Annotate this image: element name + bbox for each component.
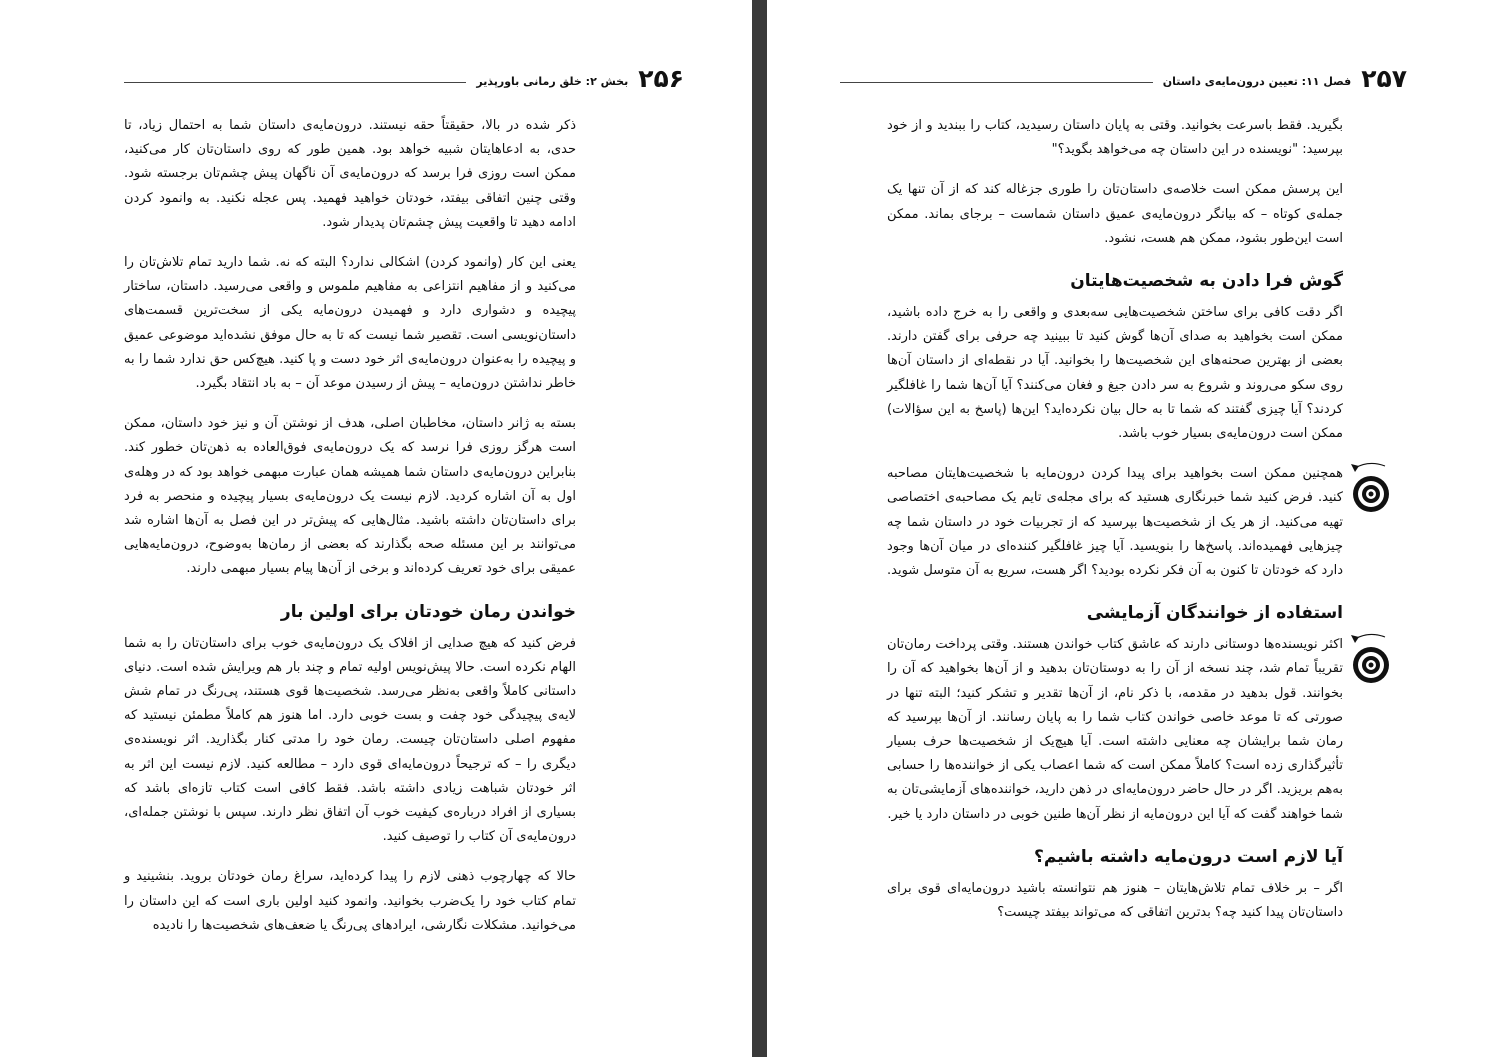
left-page-header	[124, 62, 684, 92]
right-page-header	[840, 62, 1407, 92]
tip-text: همچنین ممکن است بخواهید برای پیدا کردن درون‌مایه با شخصیت‌هایتان مصاحبه کنید. فرض کنید شما خبرنگاری هستید که برای مجله‌ی تایم یک مصاحبه‌ی اختصاصی تهیه می‌کنید. از هر یک از شخصیت‌ها بپرسید که از تجربیات خود در داستان شما چه چیزهایی فهمیده‌اند. پاسخ‌ها را بنویسید. آیا چیز غافلگیر کننده‌ای در میان آن‌ها وجود دارد که خودتان تا کنون به آن فکر نکرده بودید؟ اگر هست، سریع به آن متوسل شوید.	[887, 466, 1343, 579]
header-rule	[124, 82, 466, 83]
header-rule	[840, 82, 1153, 83]
target-tip-icon	[1349, 458, 1393, 514]
paragraph: یعنی این کار (وانمود کردن) اشکالی ندارد؟ البته که نه. شما دارید تمام تلاش‌تان را می‌کنید و از مفاهیم انتزاعی به مفاهیم ملموس و واقعی می‌رسید. داستان، ساختار پیچیده و دشواری دارد و فهمیدن درون‌مایه یکی از سخت‌ترین قسمت‌های داستان‌نویسی است. تقصیر شما نیست که تا به حال موفق نشده‌اید موضوعی عمیق و پیچیده را به‌عنوان درون‌مایه‌ی اثر خود دست و پا کنید. هیچ‌کس حق ندارد شما را به خاطر نداشتن درون‌مایه – پیش از رسیدن موعد آن – به باد انتقاد بگیرد.	[124, 255, 576, 392]
tip-block	[887, 462, 1343, 583]
book-gutter	[752, 0, 767, 1057]
right-page-body	[887, 114, 1343, 941]
left-page-body	[124, 114, 576, 954]
paragraph: حالا که چهارچوب ذهنی لازم را پیدا کرده‌اید، سراغ رمان خودتان بروید. بنشینید و تمام کتاب خود را یک‌ضرب بخوانید. وانمود کنید اولین باری است که این داستان را می‌خوانید. مشکلات نگارشی، ایرادهای پی‌رنگ یا ضعف‌های شخصیت‌ها را نادیده	[124, 869, 576, 933]
tip-text: اکثر نویسنده‌ها دوستانی دارند که عاشق کتاب خواندن هستند. وقتی پرداخت رمان‌تان تقریباً تمام شد، چند نسخه از آن را به دوستان‌تان بدهید و از آن‌ها بخواهید که آن را بخوانند. قول بدهید در مقدمه، با ذکر نام، از آن‌ها تقدیر و تشکر کنید؛ البته تنها در صورتی که تا موعد خاصی خواندن کتاب شما را به پایان رسانند. از آن‌ها بپرسید که رمان شما برایشان چه معنایی داشته است. آیا هیچ‌یک از شخصیت‌ها حرف بسیار تأثیرگذاری زده است؟ کاملاً ممکن است که شما اعصاب یکی از خواننده‌ها را حسابی به‌هم بریزید. اگر در حال حاضر درون‌مایه‌ای در ذهن دارید، خواننده‌های آزمایشی‌تان به شما خواهند گفت که آیا این درون‌مایه از نظر آن‌ها طنین خوبی در داستان دارد یا خیر.	[887, 637, 1343, 822]
tip-block	[887, 633, 1343, 827]
running-title: بخش ۲: خلق رمانی باورپذیر	[476, 75, 629, 88]
paragraph: ذکر شده در بالا، حقیقتاً حقه نیستند. درون‌مایه‌ی داستان شما به احتمال زیاد، تا حدی، به ادعاهایتان شبیه خواهد بود. همین طور که روی داستان‌تان کار می‌کنید، ممکن است روزی فرا برسد که درون‌مایه‌ی آن ناگهان پیش چشم‌تان برجسته شود. وقتی چنین اتفاقی بیفتد، خودتان خواهید فهمید. پس عجله نکنید. به وانمود کردن ادامه دهید تا واقعیت پیش چشم‌تان پدیدار شود.	[124, 118, 576, 230]
right-page	[767, 0, 1511, 1057]
section-heading: گوش فرا دادن به شخصیت‌هایتان	[1070, 271, 1343, 292]
paragraph: فرض کنید که هیچ صدایی از افلاک یک درون‌مایه‌ی خوب برای داستان‌تان را به شما الهام نکرده است. حالا پیش‌نویس اولیه تمام و چند بار هم ویرایش شده است. دنیای داستانی کاملاً واقعی به‌نظر می‌رسد. شخصیت‌ها قوی هستند، پی‌رنگ در تمام شش لایه‌ی پیچیدگی خود چفت و بست خوبی دارد. اما هنوز هم کاملاً مطمئن نیستید که مفهوم اصلی داستان‌تان چیست. رمان خود را مدتی کنار بگذارید. اثر نویسنده‌ی دیگری را – که ترجیحاً درون‌مایه‌ای قوی دارد – مطالعه کنید. لازم نیست این اثر به اثر خودتان شباهت زیادی داشته باشد. فقط کافی است کتاب تازه‌ای باشد که بسیاری از افراد درباره‌ی کیفیت خوب آن اتفاق نظر دارند. سپس با نوشتن جمله‌ای، درون‌مایه‌ی آن کتاب را توصیف کنید.	[124, 635, 576, 845]
paragraph: بسته به ژانر داستان، مخاطبان اصلی، هدف از نوشتن آن و نیز خود داستان، ممکن است هرگز روزی فرا نرسد که یک درون‌مایه‌ی فوق‌العاده به ذهن‌تان خطور کند. بنابراین درون‌مایه‌ی داستان شما همیشه همان عبارت مبهمی خواهد بود که در وهله‌ی اول به آن اشاره کردید. لازم نیست یک درون‌مایه‌ی بسیار پیچیده و منحصر به فرد برای داستان‌تان داشته باشید. مثال‌هایی که پیش‌تر در این فصل به آن‌ها اشاره شد می‌توانند بر این مسئله صحه بگذارند که بعضی از رمان‌ها به‌وضوح، درون‌مایه‌هایی عمیقی برای خود تعریف کرده‌اند و برخی از آن‌ها پیام بسیار مبهمی دارند.	[124, 416, 576, 577]
paragraph: این پرسش ممکن است خلاصه‌ی داستان‌تان را طوری جزغاله کند که از آن تنها یک جمله‌ی کوتاه – که بیانگر درون‌مایه‌ی عمیق داستان شماست – برجای بماند. ممکن است این‌طور بشود، ممکن هم هست، نشود.	[887, 182, 1343, 246]
running-title: فصل ۱۱: تعیین درون‌مایه‌ی داستان	[1162, 75, 1352, 88]
left-page	[0, 0, 752, 1057]
page-number: ۲۵۶	[638, 64, 684, 93]
paragraph: اگر – بر خلاف تمام تلاش‌هایتان – هنوز هم نتوانسته باشید درون‌مایه‌ای قوی برای داستان‌تان پیدا کنید چه؟ بدترین اتفاقی که می‌تواند بیفتد چیست؟	[887, 880, 1343, 921]
paragraph: بگیرید. فقط باسرعت بخوانید. وقتی به پایان داستان رسیدید، کتاب را ببندید و از خود بپرسید: "نویسنده در این داستان چه می‌خواهد بگوید؟"	[887, 118, 1343, 158]
section-heading: آیا لازم است درون‌مایه داشته باشیم؟	[1034, 846, 1343, 867]
page-number: ۲۵۷	[1361, 64, 1407, 93]
section-heading: خواندن رمان خودتان برای اولین بار	[280, 601, 576, 622]
target-tip-icon	[1349, 629, 1393, 685]
paragraph: اگر دقت کافی برای ساختن شخصیت‌هایی سه‌بعدی و واقعی را به خرج داده باشید، ممکن است بخواهید به صدای آن‌ها گوش کنید تا ببینید چه حرفی برای گفتن دارند. بعضی از بهترین صحنه‌های این شخصیت‌ها را بخوانید. آیا در نقطه‌ای از داستان آن‌ها روی سکو می‌روند و شروع به سر دادن جیغ و فغان می‌کنند؟ آیا آن‌ها شما را غافلگیر کردند؟ آیا چیزی گفتند که شما تا به حال بیان نکرده‌اید؟ این‌ها (پاسخ به این سؤالات) ممکن است درون‌مایه‌ی بسیار خوب باشد.	[887, 305, 1343, 442]
section-heading: استفاده از خوانندگان آزمایشی	[1086, 603, 1343, 624]
